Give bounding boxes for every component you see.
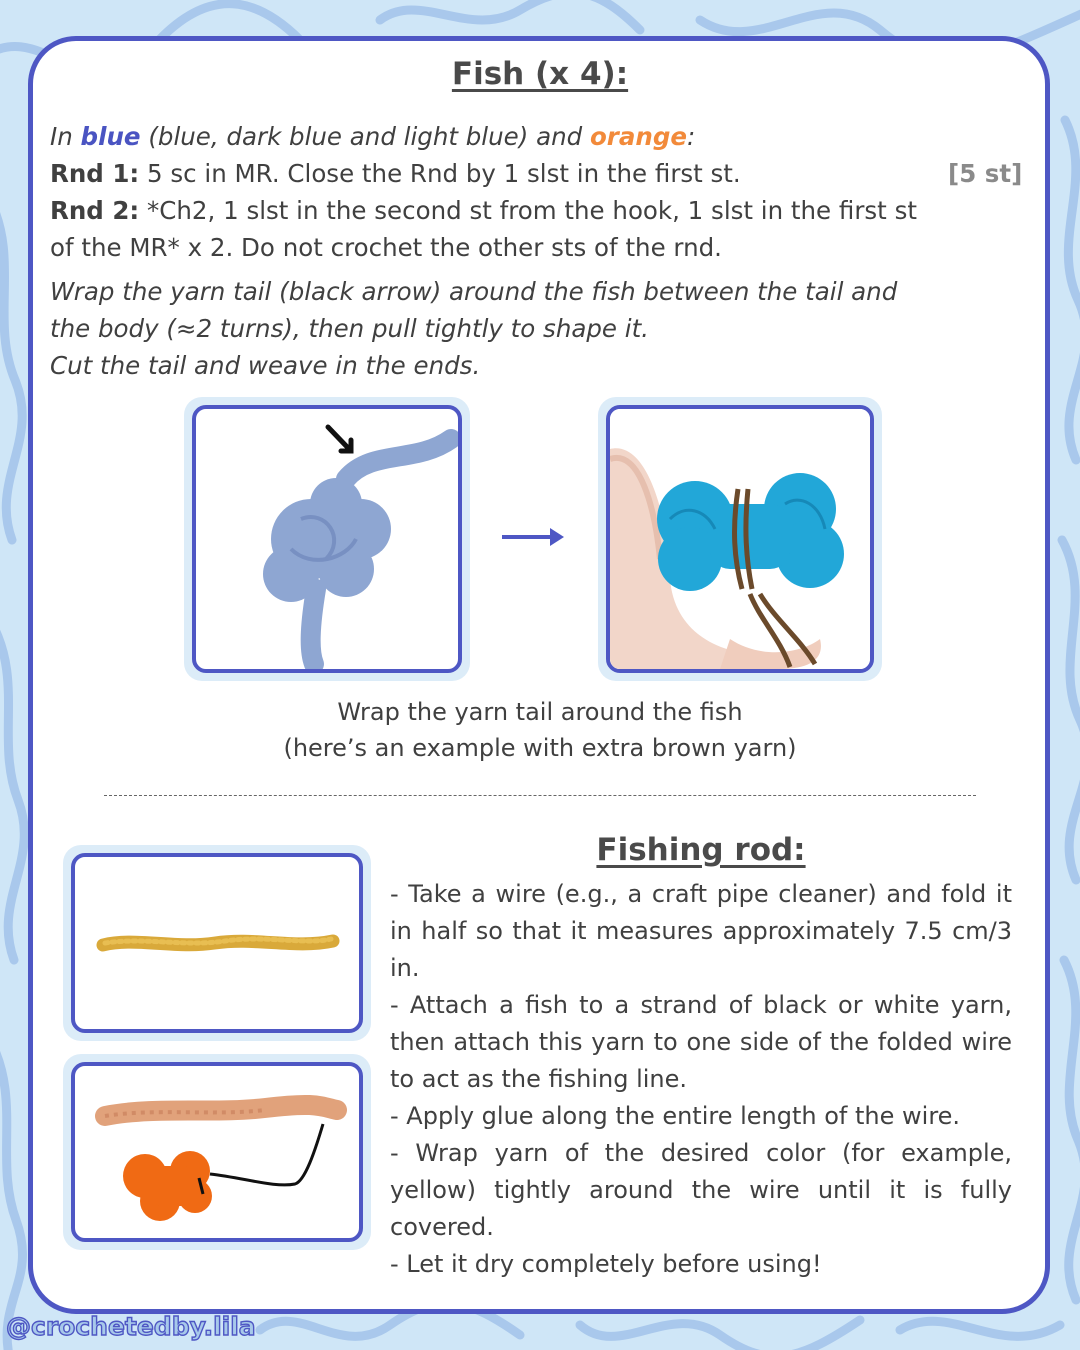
fish-color-intro: In blue (blue, dark blue and light blue) and orange: [50, 122, 696, 151]
photo-caption-line-2: (here’s an example with extra brown yarn) [283, 734, 797, 762]
color-blue-label: blue [80, 122, 141, 151]
rod-step: - Take a wire (e.g., a craft pipe cleaner) and fold it in half so that it measures approximately 7.5 cm/3 in. [390, 880, 1012, 982]
round-1-instruction: Rnd 1: 5 sc in MR. Close the Rnd by 1 slst in the first st. [50, 159, 741, 188]
fish-section-title: Fish (x 4): [451, 56, 629, 92]
author-handle: @crochetedby.lila [6, 1312, 256, 1341]
fishing-rod-steps [390, 876, 1012, 1283]
wrap-note: Wrap the yarn tail (black arrow) around the fish between the tail and the body (≈2 turns), then pull tightly to shape it. Cut the tail and weave in the ends. [50, 277, 898, 380]
black-arrow-icon [328, 427, 351, 451]
rod-step: - Let it dry completely before using! [390, 1250, 822, 1278]
photo-yellow-pipe-cleaner [63, 845, 371, 1041]
photo-blue-fish-wrapped [598, 397, 882, 681]
rod-step: - Wrap yarn of the desired color (for example, yellow) tightly around the wire until it is fully covered. [390, 1139, 1012, 1241]
color-orange-label: orange [589, 122, 687, 151]
arrow-right-icon [500, 525, 566, 549]
fishing-rod-section-title: Fishing rod: [596, 832, 806, 868]
rod-step: - Attach a fish to a strand of black or white yarn, then attach this yarn to one side of the folded wire to act as the fishing line. [390, 991, 1012, 1093]
round-2-instruction: Rnd 2: *Ch2, 1 slst in the second st from the hook, 1 slst in the first st of the MR* x 2. Do not crochet the other sts of the rnd. [50, 196, 917, 262]
photo-caption-line-1: Wrap the yarn tail around the fish [337, 698, 743, 726]
photo-blue-fish-unwrapped [184, 397, 470, 681]
round-1-stitch-count: [5 st] [948, 159, 1023, 188]
section-divider [104, 795, 976, 796]
rod-step: - Apply glue along the entire length of the wire. [390, 1102, 961, 1130]
photo-fishing-rod-with-fish [63, 1054, 371, 1250]
